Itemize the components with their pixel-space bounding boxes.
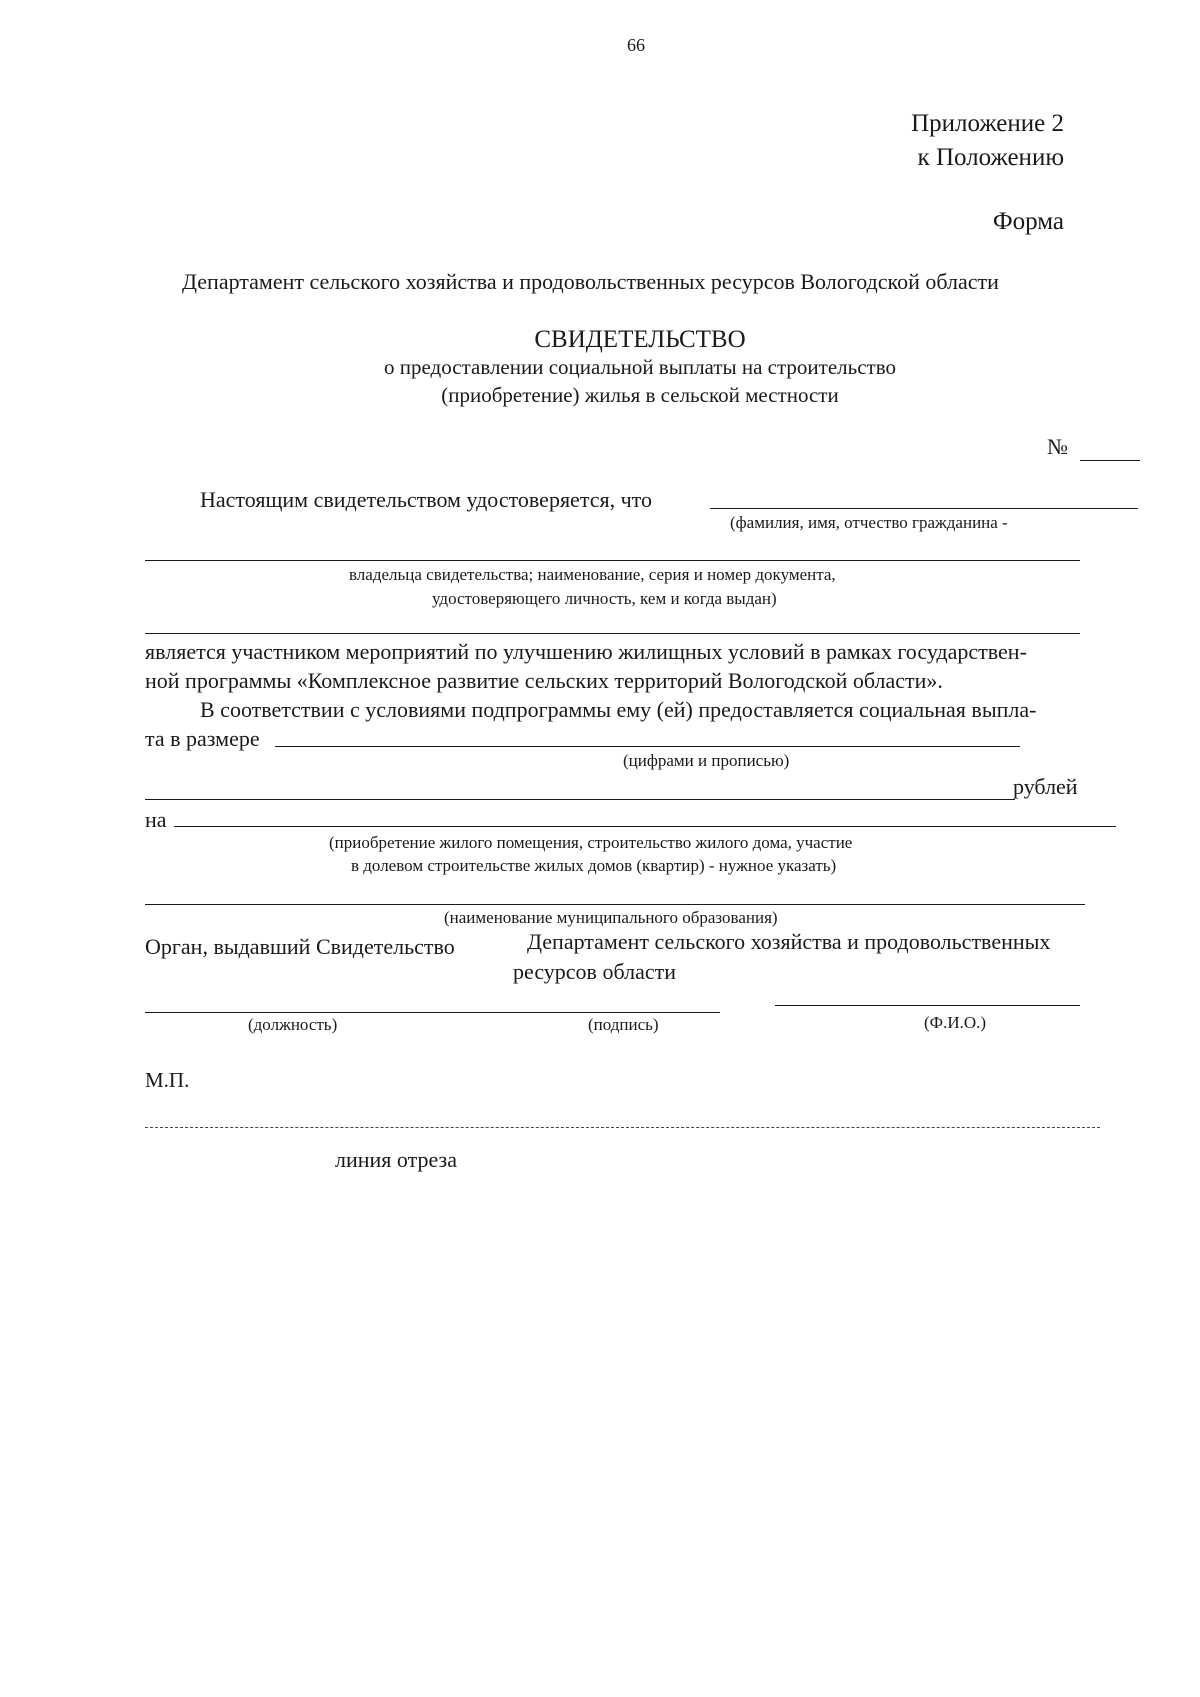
issuer-label: Орган, выдавший Свидетельство	[145, 934, 455, 959]
certify-text: Настоящим свидетельством удостоверяется, что	[200, 487, 652, 512]
document-subtitle-1: о предоставлении социальной выплаты на строительство	[384, 355, 896, 379]
rubles-label: рублей	[1013, 774, 1078, 799]
hint-fio-signature: (Ф.И.О.)	[924, 1013, 987, 1032]
cut-line	[145, 1127, 1100, 1128]
issuer-value-2: ресурсов области	[513, 959, 676, 984]
number-label: №	[1047, 434, 1068, 459]
appendix-line-1: Приложение 2	[911, 110, 1064, 137]
hint-owner-2: удостоверяющего личность, кем и когда выдан)	[432, 589, 777, 608]
hint-municipality: (наименование муниципального образования)	[444, 908, 778, 927]
municipality-field-line[interactable]	[145, 904, 1085, 905]
citizen-name-field-line[interactable]	[710, 508, 1138, 509]
document-subtitle-2: (приобретение) жилья в сельской местности	[441, 383, 839, 407]
fio-field-line[interactable]	[775, 1005, 1080, 1006]
department-header: Департамент сельского хозяйства и продовольственных ресурсов Вологодской области	[182, 269, 999, 294]
hint-purpose-2: в долевом строительстве жилых домов (квартир) - нужное указать)	[351, 856, 837, 875]
appendix-line-2: к Положению	[917, 144, 1064, 171]
hint-owner-1: владельца свидетельства; наименование, серия и номер документа,	[349, 565, 836, 584]
hint-purpose-1: (приобретение жилого помещения, строительство жилого дома, участие	[329, 833, 853, 852]
purpose-prefix: на	[145, 807, 167, 832]
owner-details-field-line[interactable]	[145, 560, 1080, 561]
cut-line-label: линия отреза	[335, 1147, 457, 1172]
participant-text-2: ной программы «Комплексное развитие сельских территорий Вологодской области».	[145, 668, 943, 693]
page-number: 66	[627, 35, 645, 55]
stamp-label: М.П.	[145, 1068, 190, 1092]
amount-words-field-line[interactable]	[145, 799, 1015, 800]
hint-signature: (подпись)	[588, 1015, 659, 1034]
amount-field-line[interactable]	[275, 746, 1020, 747]
position-signature-field-line[interactable]	[145, 1012, 720, 1013]
owner-details-field-line-2[interactable]	[145, 633, 1080, 634]
form-label: Форма	[992, 208, 1064, 235]
hint-fio: (фамилия, имя, отчество гражданина -	[730, 513, 1008, 532]
issuer-value-1: Департамент сельского хозяйства и продовольственных	[527, 929, 1051, 954]
hint-position: (должность)	[248, 1015, 338, 1034]
hint-amount: (цифрами и прописью)	[623, 751, 790, 770]
accordance-text-1: В соответствии с условиями подпрограммы ему (ей) предоставляется социальная выпла-	[200, 697, 1037, 722]
purpose-field-line[interactable]	[174, 826, 1116, 827]
accordance-text-2: та в размере	[145, 726, 260, 751]
number-field-line[interactable]	[1080, 460, 1140, 461]
document-title: СВИДЕТЕЛЬСТВО	[534, 326, 746, 353]
participant-text-1: является участником мероприятий по улучшению жилищных условий в рамках государствен-	[145, 639, 1027, 664]
